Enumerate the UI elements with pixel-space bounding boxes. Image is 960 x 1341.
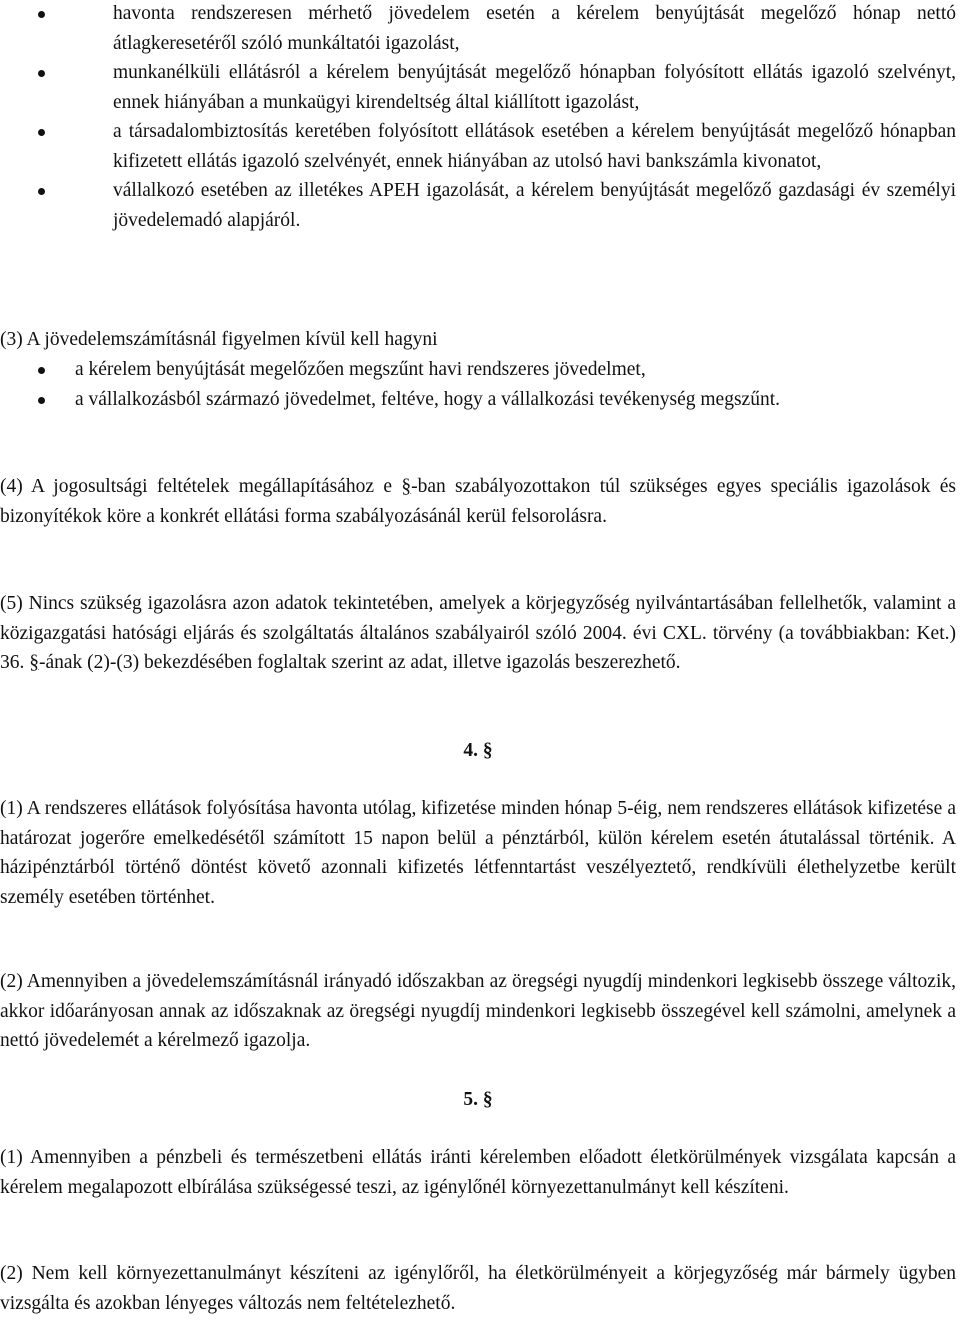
paragraph-5-text-after: -ának (2)-(3) bekezdésében foglaltak szerint az adat, illetve igazolás beszerezhető. — [39, 652, 681, 673]
list-item — [38, 58, 956, 117]
list-item-text: a vállalkozásból származó jövedelmet, feltéve, hogy a vállalkozási tevékenység megszűnt. — [75, 388, 780, 410]
section-4-number: 4. — [463, 740, 483, 761]
income-proof-list — [38, 0, 956, 235]
paragraph-5 — [0, 589, 956, 678]
section-symbol: § — [482, 740, 493, 761]
exclusion-list — [38, 355, 956, 414]
section-4-paragraph-1: (1) A rendszeres ellátások folyósítása havonta utólag, kifizetése minden hónap 5-éig, nem rendszeres ellátások kifizetése a határozat jogerőre emelkedésétől számított 15 napon belül a pénztárból, külön kérelem esetén átutalással történik. A házipénztárból történő döntést követő azonnali kifizetés létfenntartást veszélyeztető, rendkívüli élethelyzetbe került személy esetében történhet. — [0, 798, 956, 908]
list-item-text: munkanélküli ellátásról a kérelem benyújtását megelőző hónapban folyósított ellátás igazoló szelvényt, ennek hiányában a munkaügyi kirendeltség által kiállított igazolást, — [113, 62, 956, 113]
paragraph-5-text-before: (5) Nincs szükség igazolásra azon adatok tekintetében, amelyek a körjegyzőség nyilvántartásában fellelhetők, valamint a közigazgatási hatósági eljárás és szolgáltatás általános szabályairól szóló 2004. évi CXL. törvény (a továbbiakban: Ket.) 36. — [0, 593, 956, 673]
list-item-text: a kérelem benyújtását megelőzően megszűnt havi rendszeres jövedelmet, — [75, 359, 646, 380]
list-item-text: vállalkozó esetében az illetékes APEH igazolását, a kérelem benyújtását megelőző gazdasági év személyi jövedelemadó alapjáról. — [113, 180, 956, 231]
paragraph-3-intro: (3) A jövedelemszámításnál figyelmen kívül kell hagyni — [0, 329, 438, 350]
bullet-icon — [38, 188, 45, 195]
bullet-icon — [38, 397, 45, 404]
list-item — [38, 385, 956, 415]
list-item — [38, 176, 956, 235]
list-item-text: a társadalombiztosítás keretében folyósított ellátások esetében a kérelem benyújtását megelőző hónapban kifizetett ellátás igazoló szelvényét, ennek hiányában az utolsó havi bankszámla kivonatot, — [113, 121, 956, 172]
section-5-number: 5. — [463, 1089, 483, 1110]
bullet-icon — [38, 367, 45, 374]
list-item — [38, 355, 956, 385]
list-item-text: havonta rendszeresen mérhető jövedelem esetén a kérelem benyújtását megelőző hónap nettó átlagkeresetéről szóló munkáltatói igazolást, — [113, 3, 956, 54]
section-4-heading — [0, 736, 956, 766]
section-symbol: § — [401, 476, 412, 497]
bullet-icon — [38, 70, 45, 77]
section-symbol: § — [29, 652, 39, 673]
list-item — [38, 0, 956, 58]
bullet-icon — [38, 11, 45, 18]
section-symbol: § — [482, 1089, 493, 1110]
section-5-heading — [0, 1085, 956, 1115]
paragraph-4-text-before: (4) A jogosultsági feltételek megállapításához e — [0, 476, 402, 497]
paragraph-4 — [0, 472, 956, 531]
list-item — [38, 117, 956, 176]
section-4-paragraph-2: (2) Amennyiben a jövedelemszámításnál irányadó időszakban az öregségi nyugdíj mindenkori legkisebb összege változik, akkor időarányosan annak az időszaknak az öregségi nyugdíj mindenkori legkisebb összegével kell számolni, amelynek a nettó jövedelemét a kérelmező igazolja. — [0, 971, 956, 1051]
section-5-paragraph-2: (2) Nem kell környezettanulmányt készíteni az igénylőről, ha életkörülményeit a körjegyzőség már bármely ügyben vizsgálta és azokban lényeges változás nem feltételezhető. — [0, 1263, 956, 1314]
section-5-paragraph-1: (1) Amennyiben a pénzbeli és természetbeni ellátás iránti kérelemben előadott életkörülmények vizsgálata kapcsán a kérelem megalapozott elbírálása szükségessé teszi, az igénylőnél környezettanulmányt kell készíteni. — [0, 1147, 956, 1198]
paragraph-4-text-after: -ban szabályozottakon túl szükséges egyes speciális igazolások és bizonyítékok köre a konkrét ellátási forma szabályozásánál kerül felsorolásra. — [0, 476, 956, 527]
bullet-icon — [38, 129, 45, 136]
